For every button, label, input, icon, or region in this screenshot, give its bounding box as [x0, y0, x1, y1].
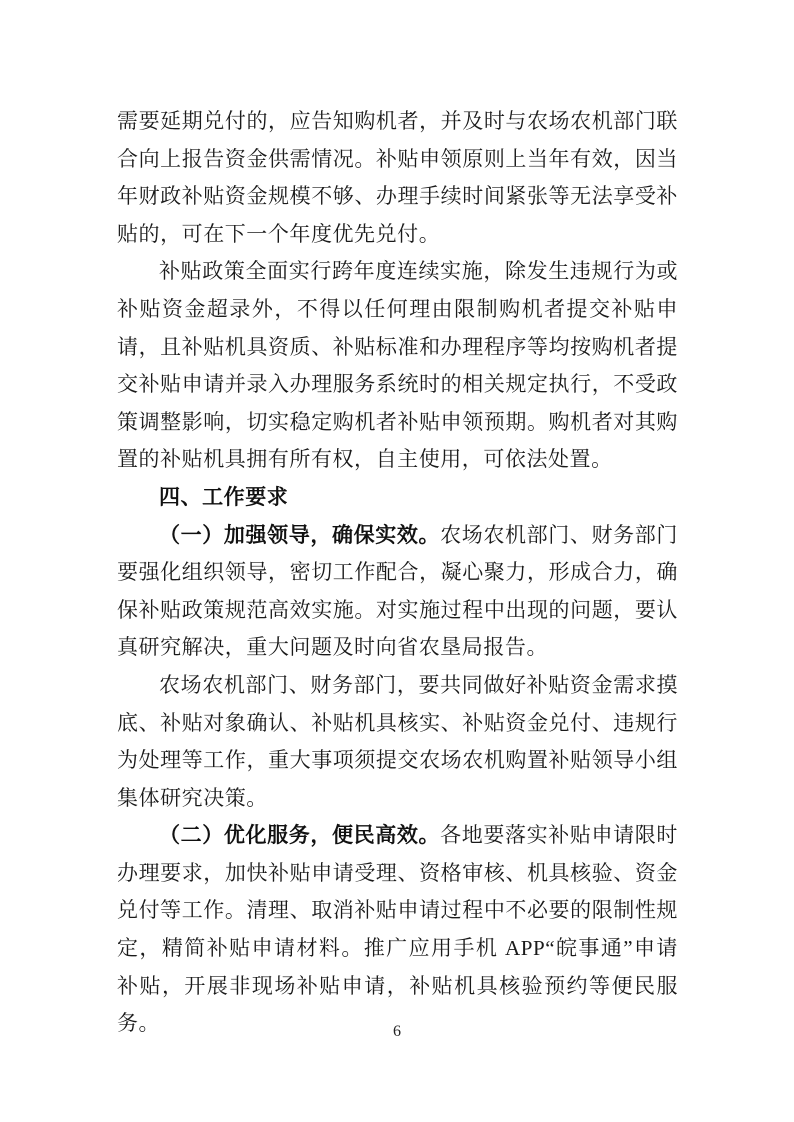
paragraph: 补贴政策全面实行跨年度连续实施，除发生违规行为或补贴资金超录外，不得以任何理由限制购机者提交补贴申请，且补贴机具资质、补贴标准和办理程序等均按购机者提交补贴申请并录入办理服务系统时的相关规定执行，不受政策调整影响，切实稳定购机者补贴申领预期。购机者对其购置的补贴机具拥有所有权，自主使用，可依法处置。 [117, 259, 678, 472]
page-number: 6 [393, 1023, 401, 1040]
paragraph: 需要延期兑付的，应告知购机者，并及时与农场农机部门联合向上报告资金供需情况。补贴申领原则上当年有效，因当年财政补贴资金规模不够、办理手续时间紧张等无法享受补贴的，可在下一个年度优先兑付。 [117, 109, 678, 246]
paragraph-lead-bold: （二）优化服务，便民高效。 [159, 824, 441, 848]
paragraph-lead-bold: （一）加强领导，确保实效。 [159, 523, 441, 547]
paragraph: （一）加强领导，确保实效。农场农机部门、财务部门要强化组织领导，密切工作配合，凝心聚力，形成合力，确保补贴政策规范高效实施。对实施过程中出现的问题，要认真研究解决，重大问题及时向省农垦局报告。 [117, 522, 678, 660]
document-body [117, 103, 678, 1043]
paragraph: （二）优化服务，便民高效。各地要落实补贴申请限时办理要求，加快补贴申请受理、资格审核、机具核验、资金兑付等工作。清理、取消补贴申请过程中不必要的限制性规定，精简补贴申请材料。推广应用手机 APP“皖事通”申请补贴，开展非现场补贴申请，补贴机具核验预约等便民服务。 [117, 823, 678, 1036]
paragraph: 农场农机部门、财务部门，要共同做好补贴资金需求摸底、补贴对象确认、补贴机具核实、补贴资金兑付、违规行为处理等工作，重大事项须提交农场农机购置补贴领导小组集体研究决策。 [117, 672, 678, 810]
section-heading: 四、工作要求 [159, 485, 289, 509]
